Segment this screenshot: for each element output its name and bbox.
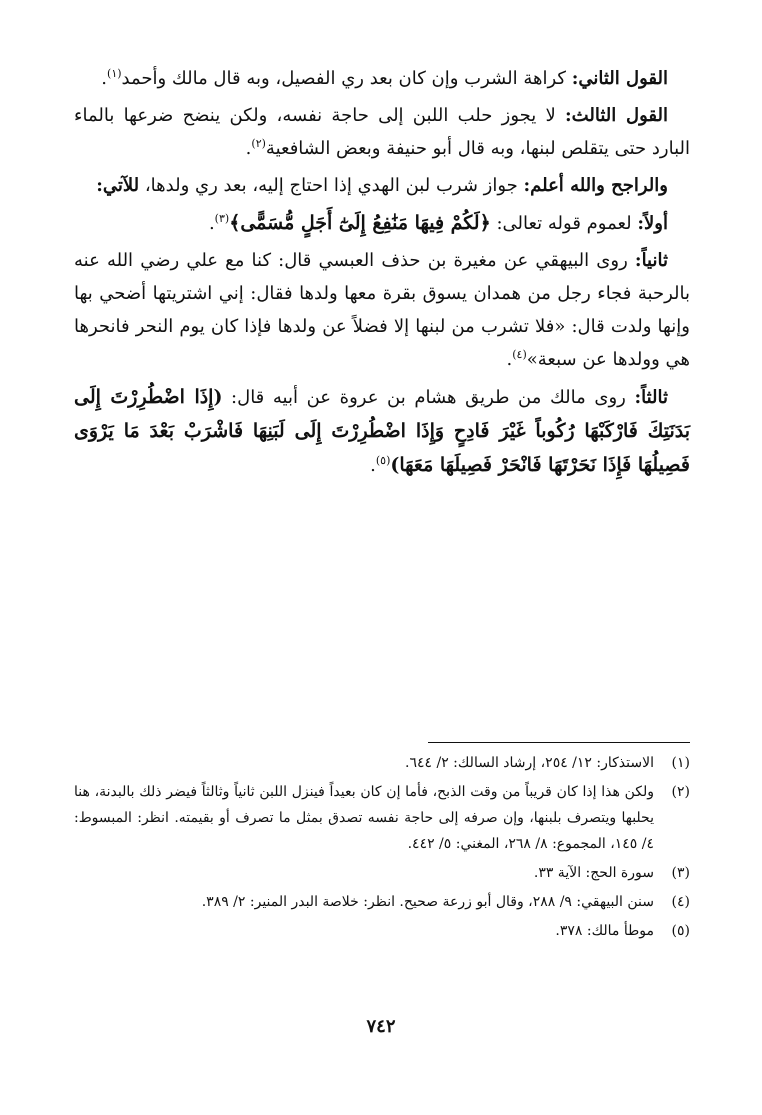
footnote-text: موطأ مالك: ٣٧٨. <box>555 923 654 939</box>
footnote-ref[interactable]: (٥) <box>375 454 391 467</box>
paragraph-third-evidence <box>74 380 690 482</box>
footnote-item <box>74 860 690 886</box>
footnote-number: (٣) <box>671 865 690 881</box>
paragraph-text: جواز شرب لبن الهدي إذا احتاج إليه، بعد ري ولدها، <box>139 175 524 196</box>
footnote-separator <box>428 742 690 743</box>
paragraph-lead: القول الثالث: <box>565 105 668 126</box>
paragraph-end: . <box>101 68 108 89</box>
page-number: ٧٤٢ <box>366 1016 396 1037</box>
footnote-text: الاستذكار: ١٢/ ٢٥٤، إرشاد السالك: ٢/ ٦٤٤. <box>405 755 654 771</box>
paragraph-lead: القول الثاني: <box>571 68 668 89</box>
paragraph-second-evidence <box>74 244 690 376</box>
paragraph-text: روى البيهقي عن مغيرة بن حذف العبسي قال: كنا مع علي رضي الله عنه بالرحبة فجاء رجل من همدان يسوق بقرة معها ولدها فقال: إني اشتريتها أضحي بها وإنها ولدت قال: «فلا تشرب من لبنها إلا فضلاً عن ولدها فإذا كان يوم النحر فانحرها هي وولدها عن سبعة» <box>74 250 690 370</box>
footnote-ref[interactable]: (٤) <box>512 348 527 361</box>
paragraph-text: لا يجوز حلب اللبن إلى حاجة نفسه، ولكن ينضح ضرعها بالماء البارد حتى يتقلص لبنها، وبه قال أبو حنيفة وبعض الشافعية <box>74 105 690 159</box>
main-text <box>74 62 690 486</box>
paragraph-preferred <box>74 169 690 202</box>
footnote-ref[interactable]: (١) <box>107 67 122 80</box>
footnote-text: سورة الحج: الآية ٣٣. <box>533 865 654 881</box>
paragraph-end: . <box>506 349 513 370</box>
paragraph-text: كراهة الشرب وإن كان بعد ري الفصيل، وبه قال مالك وأحمد <box>121 68 572 89</box>
paragraph-lead: أولاً: <box>637 213 668 234</box>
paragraph-lead: ثانياً: <box>634 250 668 271</box>
footnote-text: سنن البيهقي: ٩/ ٢٨٨، وقال أبو زرعة صحيح. انظر: خلاصة البدر المنير: ٢/ ٣٨٩. <box>201 894 654 910</box>
footnote-item <box>74 918 690 944</box>
paragraph-second-opinion <box>74 62 690 95</box>
paragraph-end: . <box>208 213 215 234</box>
footnote-ref[interactable]: (٢) <box>251 137 266 150</box>
hadith-quote: (إِذَا اضْطُرِرْتَ إِلَى بَدَنَتِكَ فَارْكَبْهَا رُكُوباً غَيْرَ فَادِحٍ وَإِذَا اضْطُرِرْتَ إِلَى لَبَنِهَا فَاشْرَبْ بَعْدَ مَا يَرْوَى فَصِيلُهَا فَإِذَا نَحَرْتَهَا فَانْحَرْ فَصِيلَهَا مَعَهَا) <box>74 386 690 476</box>
footnote-item <box>74 779 690 857</box>
footnote-item <box>74 750 690 776</box>
paragraph-third-opinion <box>74 99 690 165</box>
paragraph-tail: للآتي: <box>96 175 140 196</box>
paragraph-lead: والراجح والله أعلم: <box>523 175 668 196</box>
footnote-ref[interactable]: (٣) <box>214 212 230 225</box>
paragraph-end: . <box>245 138 252 159</box>
paragraph-text: روى مالك من طريق هشام بن عروة عن أبيه قال: <box>222 387 635 408</box>
footnote-number: (٤) <box>671 894 690 910</box>
footnote-text: ولكن هذا إذا كان قريباً من وقت الذبح، فأما إن كان بعيداً فينزل اللبن ثانياً وثالثاً فيضر ذلك بالبدنة، هنا يحلبها ويتصرف بلبنها، وإن صرفه إلى حاجة نفسه تصدق بمثل ما تصرف أو بقيمته. انظر: المبسوط: ٤/ ١٤٥، المجموع: ٨/ ٢٦٨، المغني: ٥/ ٤٤٢. <box>74 784 654 852</box>
paragraph-text: لعموم قوله تعالى: <box>490 213 638 234</box>
footnote-item <box>74 889 690 915</box>
footnotes <box>74 750 690 947</box>
paragraph-lead: ثالثاً: <box>634 387 668 408</box>
quran-quote: ﴿لَكُمْ فِيهَا مَنَٰفِعُ إِلَىٰٓ أَجَلٍ مُّسَمًّى﴾ <box>229 212 491 234</box>
footnote-number: (١) <box>671 755 690 771</box>
paragraph-end: . <box>370 455 376 476</box>
paragraph-first-evidence <box>74 206 690 240</box>
footnote-number: (٥) <box>671 923 690 939</box>
footnote-number: (٢) <box>671 784 690 800</box>
